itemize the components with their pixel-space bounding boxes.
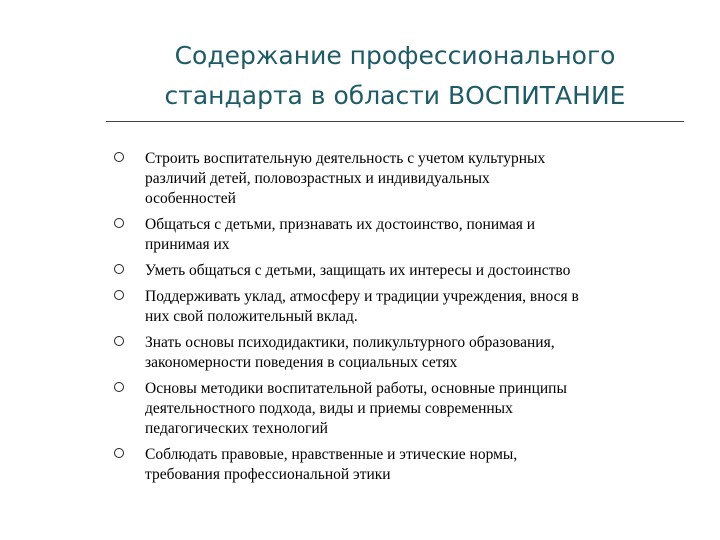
bullet-line: Соблюдать правовые, нравственные и этические нормы, [145, 446, 518, 463]
bullet-line: Уметь общаться с детьми, защищать их интересы и достоинство [145, 262, 571, 279]
hollow-circle-bullet-icon [114, 336, 124, 346]
slide-title [100, 36, 690, 116]
bullet-item [114, 445, 684, 485]
bullet-line: различий детей, половозрастных и индивидуальных [145, 170, 490, 187]
bullet-line: Поддерживать уклад, атмосферу и традиции учреждения, внося в [145, 288, 579, 305]
hollow-circle-bullet-icon [114, 264, 124, 274]
hollow-circle-bullet-icon [114, 218, 124, 228]
slide-title-line: стандарта в области ВОСПИТАНИЕ [164, 81, 626, 110]
bullet-text [145, 215, 684, 255]
bullet-line: Строить воспитательную деятельность с учетом культурных [145, 150, 546, 167]
bullet-line: Основы методики воспитательной работы, основные принципы [145, 380, 567, 397]
bullet-item [114, 333, 684, 373]
bullet-item [114, 287, 684, 327]
bullet-line: них свой положительный вклад. [145, 308, 358, 325]
bullet-text [145, 445, 684, 485]
bullet-line: педагогических технологий [145, 420, 328, 437]
title-divider [106, 121, 684, 122]
bullet-list [114, 149, 684, 491]
bullet-line: требования профессиональной этики [145, 466, 391, 483]
bullet-line: закономерности поведения в социальных сетях [145, 354, 458, 371]
bullet-item [114, 215, 684, 255]
bullet-line: принимая их [145, 236, 230, 253]
slide-title-line: Содержание профессионального [174, 41, 616, 70]
bullet-text [145, 379, 684, 439]
bullet-text [145, 333, 684, 373]
hollow-circle-bullet-icon [114, 290, 124, 300]
bullet-text [145, 261, 684, 281]
hollow-circle-bullet-icon [114, 382, 124, 392]
bullet-text [145, 287, 684, 327]
hollow-circle-bullet-icon [114, 448, 124, 458]
hollow-circle-bullet-icon [114, 152, 124, 162]
bullet-item [114, 379, 684, 439]
bullet-line: деятельностного подхода, виды и приемы современных [145, 400, 513, 417]
bullet-text [145, 149, 684, 209]
bullet-line: особенностей [145, 190, 236, 207]
bullet-item [114, 149, 684, 209]
bullet-line: Знать основы психодидактики, поликультурного образования, [145, 334, 555, 351]
bullet-item [114, 261, 684, 281]
bullet-line: Общаться с детьми, признавать их достоинство, понимая и [145, 216, 535, 233]
